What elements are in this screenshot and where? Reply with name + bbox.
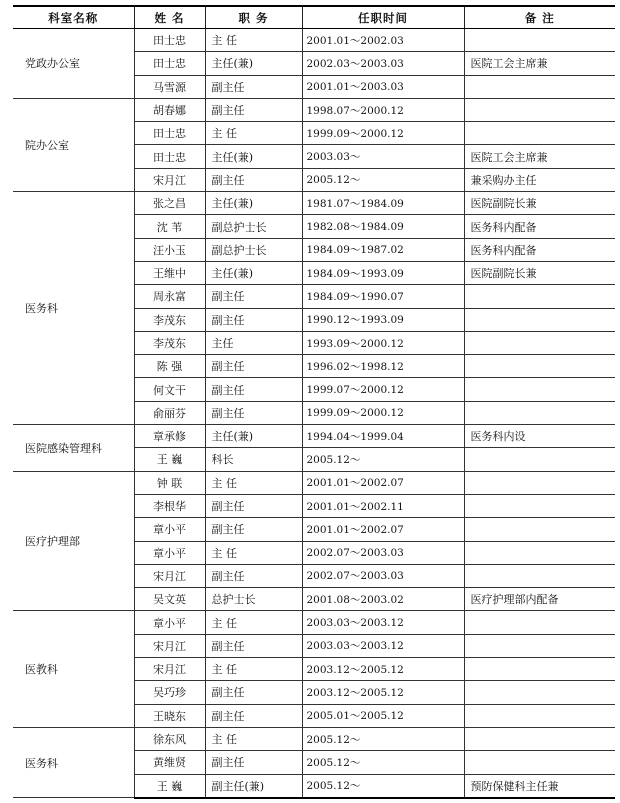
note <box>464 658 615 681</box>
table-row <box>13 192 615 215</box>
table-row <box>13 98 615 121</box>
person-name: 吴文英 <box>134 588 205 611</box>
department-name: 医疗护理部 <box>13 471 134 611</box>
person-name: 田士忠 <box>134 122 205 145</box>
tenure-period: 2005.12～ <box>302 774 464 798</box>
note <box>464 401 615 424</box>
department-name: 医务科 <box>13 192 134 425</box>
note <box>464 494 615 517</box>
person-name: 李根华 <box>134 494 205 517</box>
position: 主任 <box>205 331 302 354</box>
position: 主 任 <box>205 122 302 145</box>
tenure-period: 1984.09～1990.07 <box>302 285 464 308</box>
tenure-period: 2003.12～2005.12 <box>302 681 464 704</box>
tenure-period: 1996.02～1998.12 <box>302 355 464 378</box>
tenure-period: 1999.07～2000.12 <box>302 378 464 401</box>
person-name: 王 巍 <box>134 448 205 471</box>
tenure-period: 2005.01～2005.12 <box>302 704 464 727</box>
note <box>464 331 615 354</box>
tenure-period: 2005.12～ <box>302 448 464 471</box>
note: 预防保健科主任兼 <box>464 774 615 798</box>
note <box>464 98 615 121</box>
tenure-period: 1994.04～1999.04 <box>302 425 464 448</box>
tenure-period: 2003.03～ <box>302 145 464 168</box>
position: 主任(兼) <box>205 425 302 448</box>
position: 主 任 <box>205 727 302 750</box>
table-row <box>13 611 615 634</box>
person-name: 宋月江 <box>134 634 205 657</box>
tenure-period: 2001.01～2003.03 <box>302 75 464 98</box>
position: 副主任 <box>205 75 302 98</box>
tenure-period: 2002.07～2003.03 <box>302 541 464 564</box>
person-name: 田士忠 <box>134 29 205 52</box>
position: 副主任 <box>205 704 302 727</box>
position: 副主任 <box>205 308 302 331</box>
tenure-period: 2001.01～2002.03 <box>302 29 464 52</box>
tenure-period: 2003.03～2003.12 <box>302 634 464 657</box>
tenure-period: 2003.03～2003.12 <box>302 611 464 634</box>
note: 医院工会主席兼 <box>464 52 615 75</box>
position: 副主任 <box>205 378 302 401</box>
note <box>464 727 615 750</box>
tenure-period: 2005.12～ <box>302 751 464 774</box>
tenure-period: 1993.09～2000.12 <box>302 331 464 354</box>
note <box>464 704 615 727</box>
header-position: 职 务 <box>205 6 302 29</box>
person-name: 王维中 <box>134 261 205 284</box>
person-name: 章承修 <box>134 425 205 448</box>
table-row <box>13 29 615 52</box>
tenure-period: 1999.09～2000.12 <box>302 122 464 145</box>
tenure-period: 1984.09～1987.02 <box>302 238 464 261</box>
note <box>464 541 615 564</box>
note <box>464 564 615 587</box>
note <box>464 75 615 98</box>
person-name: 吴巧珍 <box>134 681 205 704</box>
tenure-period: 2002.07～2003.03 <box>302 564 464 587</box>
note <box>464 285 615 308</box>
note: 兼采购办主任 <box>464 168 615 191</box>
position: 科长 <box>205 448 302 471</box>
person-name: 章小平 <box>134 541 205 564</box>
person-name: 田士忠 <box>134 52 205 75</box>
person-name: 田士忠 <box>134 145 205 168</box>
table-row <box>13 727 615 750</box>
note: 医院副院长兼 <box>464 261 615 284</box>
tenure-period: 1981.07～1984.09 <box>302 192 464 215</box>
position: 副主任 <box>205 98 302 121</box>
note <box>464 378 615 401</box>
person-name: 张之昌 <box>134 192 205 215</box>
note <box>464 681 615 704</box>
person-name: 王 巍 <box>134 774 205 798</box>
position: 副主任 <box>205 518 302 541</box>
person-name: 宋月江 <box>134 564 205 587</box>
person-name: 周永富 <box>134 285 205 308</box>
position: 副主任 <box>205 355 302 378</box>
tenure-period: 2001.01～2002.07 <box>302 518 464 541</box>
person-name: 钟 联 <box>134 471 205 494</box>
table-row <box>13 471 615 494</box>
position: 副主任 <box>205 285 302 308</box>
header-note: 备 注 <box>464 6 615 29</box>
note: 医院工会主席兼 <box>464 145 615 168</box>
tenure-period: 2001.01～2002.11 <box>302 494 464 517</box>
tenure-period: 2005.12～ <box>302 168 464 191</box>
note <box>464 751 615 774</box>
note: 医务科内配备 <box>464 238 615 261</box>
person-name: 胡春娜 <box>134 98 205 121</box>
tenure-period: 1998.07～2000.12 <box>302 98 464 121</box>
note: 医院副院长兼 <box>464 192 615 215</box>
department-name: 党政办公室 <box>13 29 134 99</box>
tenure-period: 1990.12～1993.09 <box>302 308 464 331</box>
note <box>464 122 615 145</box>
note <box>464 611 615 634</box>
department-name: 院办公室 <box>13 98 134 191</box>
position: 主任(兼) <box>205 261 302 284</box>
person-name: 陈 强 <box>134 355 205 378</box>
person-name: 李茂东 <box>134 331 205 354</box>
note: 医疗护理部内配备 <box>464 588 615 611</box>
position: 副主任 <box>205 494 302 517</box>
person-name: 沈 苇 <box>134 215 205 238</box>
position: 副主任 <box>205 681 302 704</box>
position: 主 任 <box>205 611 302 634</box>
position: 主 任 <box>205 471 302 494</box>
tenure-period: 2005.12～ <box>302 727 464 750</box>
note <box>464 471 615 494</box>
position: 副主任(兼) <box>205 774 302 798</box>
note <box>464 29 615 52</box>
person-name: 王晓东 <box>134 704 205 727</box>
department-name: 医院感染管理科 <box>13 425 134 472</box>
position: 副主任 <box>205 634 302 657</box>
header-period: 任职时间 <box>302 6 464 29</box>
note <box>464 355 615 378</box>
note <box>464 308 615 331</box>
person-name: 马雪源 <box>134 75 205 98</box>
position: 总护士长 <box>205 588 302 611</box>
position: 主任(兼) <box>205 192 302 215</box>
person-name: 俞丽芬 <box>134 401 205 424</box>
table-row <box>13 425 615 448</box>
tenure-period: 1982.08～1984.09 <box>302 215 464 238</box>
person-name: 章小平 <box>134 518 205 541</box>
tenure-period: 1999.09～2000.12 <box>302 401 464 424</box>
department-name: 医务科 <box>13 727 134 797</box>
position: 主 任 <box>205 29 302 52</box>
position: 主 任 <box>205 541 302 564</box>
person-name: 何文干 <box>134 378 205 401</box>
department-name: 医教科 <box>13 611 134 727</box>
tenure-period: 2001.01～2002.07 <box>302 471 464 494</box>
person-name: 汪小玉 <box>134 238 205 261</box>
person-name: 宋月江 <box>134 168 205 191</box>
person-name: 李茂东 <box>134 308 205 331</box>
position: 副总护士长 <box>205 238 302 261</box>
tenure-period: 2003.12～2005.12 <box>302 658 464 681</box>
position: 副主任 <box>205 564 302 587</box>
position: 副主任 <box>205 401 302 424</box>
header-department: 科室名称 <box>13 6 134 29</box>
note <box>464 634 615 657</box>
position: 主任(兼) <box>205 145 302 168</box>
header-row <box>13 6 615 29</box>
staff-table <box>13 5 615 799</box>
position: 副主任 <box>205 751 302 774</box>
header-name: 姓 名 <box>134 6 205 29</box>
note: 医务科内设 <box>464 425 615 448</box>
note <box>464 518 615 541</box>
note: 医务科内配备 <box>464 215 615 238</box>
person-name: 章小平 <box>134 611 205 634</box>
person-name: 黄维贤 <box>134 751 205 774</box>
position: 副总护士长 <box>205 215 302 238</box>
person-name: 徐东风 <box>134 727 205 750</box>
tenure-period: 2001.08～2003.02 <box>302 588 464 611</box>
tenure-period: 2002.03～2003.03 <box>302 52 464 75</box>
position: 主 任 <box>205 658 302 681</box>
position: 主任(兼) <box>205 52 302 75</box>
note <box>464 448 615 471</box>
position: 副主任 <box>205 168 302 191</box>
tenure-period: 1984.09～1993.09 <box>302 261 464 284</box>
person-name: 宋月江 <box>134 658 205 681</box>
